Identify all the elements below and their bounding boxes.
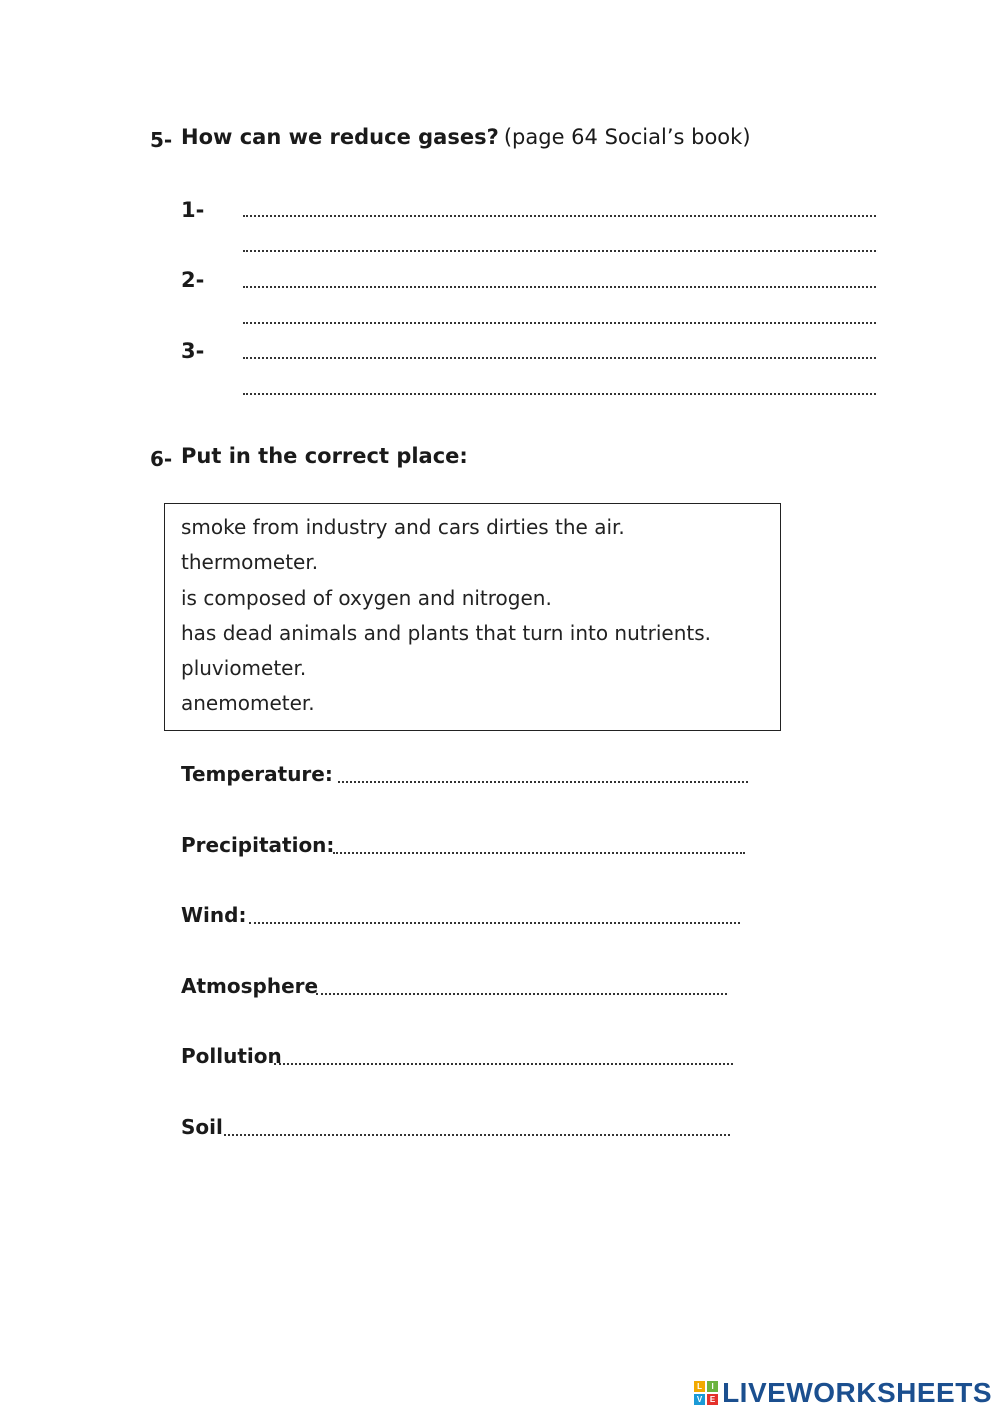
answer-1-number: 1- — [181, 198, 205, 222]
question-5-number: 5- — [150, 128, 173, 152]
logo-brand-text: LIVEWORKSHEETS — [722, 1377, 992, 1408]
question-6-number: 6- — [150, 447, 173, 471]
answer-3-line-b[interactable] — [243, 393, 876, 395]
answer-1-line-a[interactable] — [243, 215, 876, 217]
item-soil-label: Soil — [181, 1115, 223, 1139]
answer-1-line-b[interactable] — [243, 250, 876, 252]
liveworksheets-logo — [694, 1377, 992, 1409]
word-bank-item[interactable]: has dead animals and plants that turn into nutrients. — [181, 621, 711, 645]
answer-2-number: 2- — [181, 268, 205, 292]
logo-letter: L — [694, 1381, 705, 1392]
logo-letter: E — [707, 1394, 718, 1405]
item-temperature-label: Temperature: — [181, 762, 333, 786]
word-bank-item[interactable]: pluviometer. — [181, 656, 307, 680]
answer-3-number: 3- — [181, 339, 205, 363]
item-precipitation-label: Precipitation: — [181, 833, 335, 857]
question-5-heading — [181, 125, 751, 149]
answer-2-line-b[interactable] — [243, 322, 876, 324]
word-bank-box — [164, 503, 781, 731]
logo-letter: I — [707, 1381, 718, 1392]
question-6-title: Put in the correct place: — [181, 444, 468, 468]
item-atmosphere-answer[interactable] — [316, 993, 727, 995]
logo-mark-icon — [694, 1381, 718, 1405]
word-bank-item[interactable]: anemometer. — [181, 691, 315, 715]
answer-2-line-a[interactable] — [243, 286, 876, 288]
question-5-note: (page 64 Social’s book) — [503, 125, 751, 149]
question-5-title: How can we reduce gases? — [181, 125, 499, 149]
answer-3-line-a[interactable] — [243, 357, 876, 359]
item-pollution-answer[interactable] — [274, 1063, 733, 1065]
word-bank-item[interactable]: thermometer. — [181, 550, 319, 574]
item-temperature-answer[interactable] — [338, 781, 748, 783]
item-pollution-label: Pollution — [181, 1044, 282, 1068]
item-atmosphere-label: Atmosphere — [181, 974, 319, 998]
item-precipitation-answer[interactable] — [333, 852, 745, 854]
word-bank-item[interactable]: is composed of oxygen and nitrogen. — [181, 586, 552, 610]
item-soil-answer[interactable] — [224, 1134, 730, 1136]
item-wind-answer[interactable] — [249, 922, 740, 924]
logo-letter: V — [694, 1394, 705, 1405]
item-wind-label: Wind: — [181, 903, 247, 927]
word-bank-item[interactable]: smoke from industry and cars dirties the air. — [181, 515, 625, 539]
